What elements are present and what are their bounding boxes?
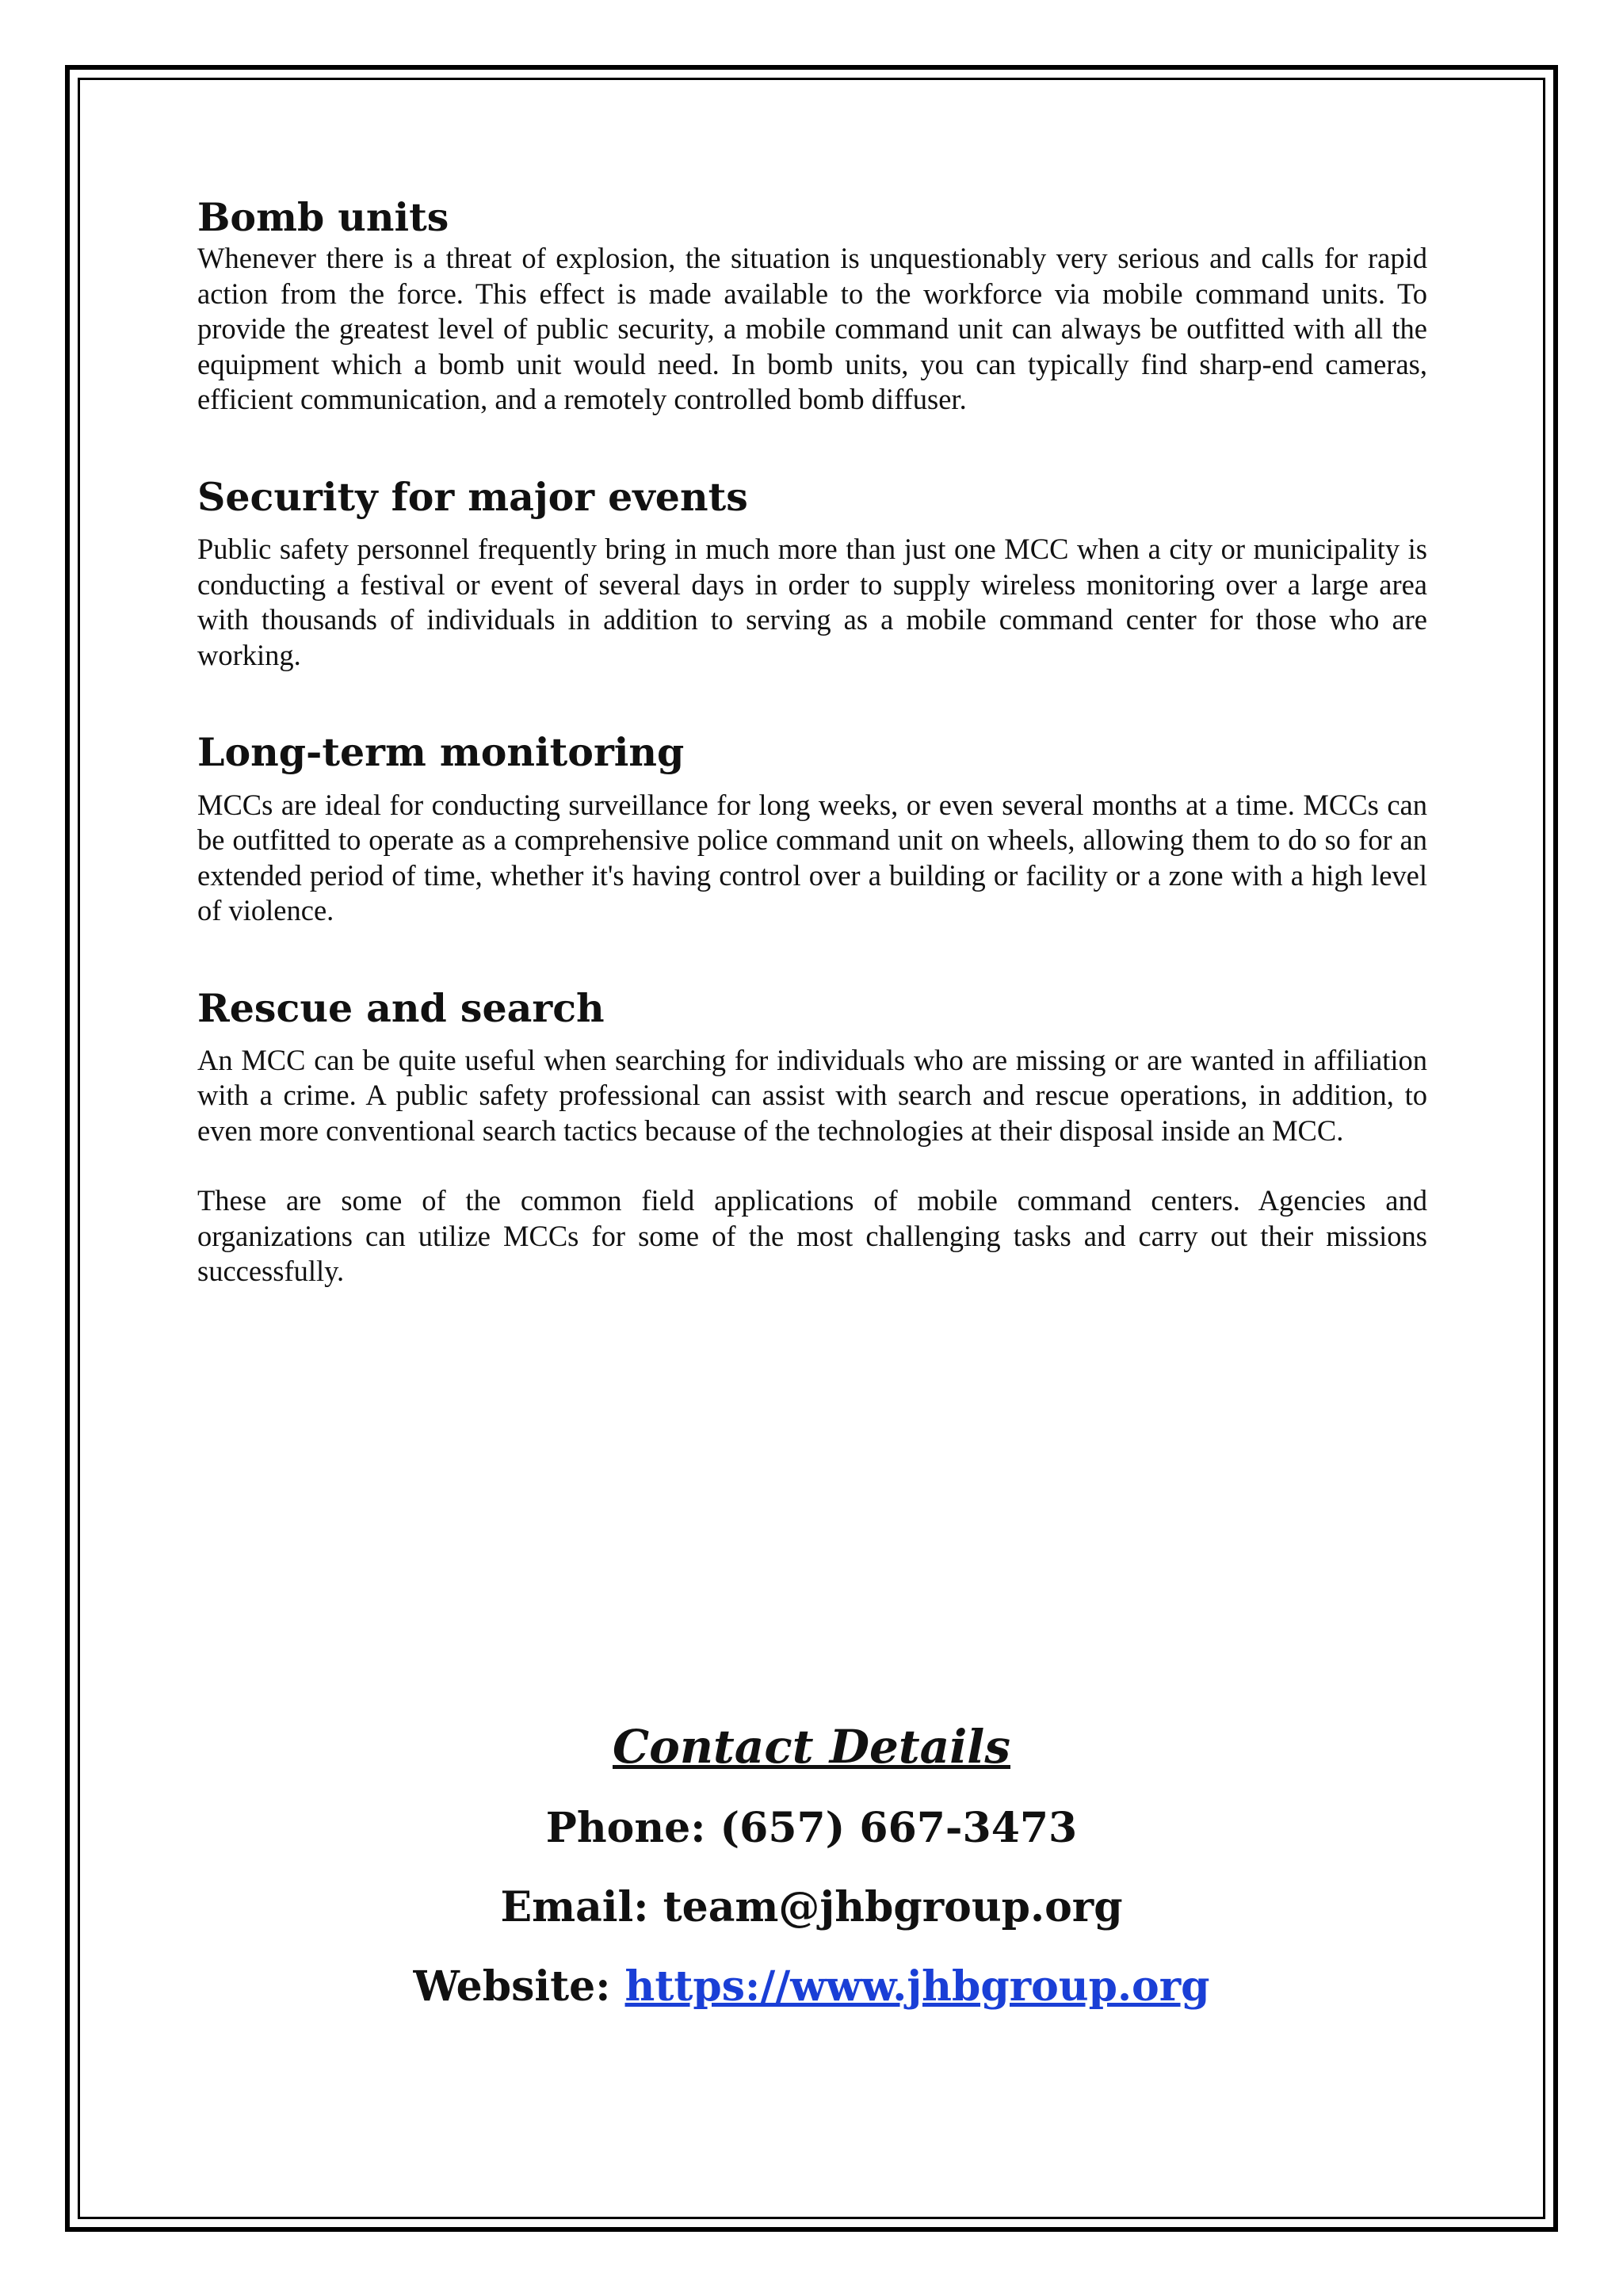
contact-title: Contact Details [613,1720,1010,1774]
section-title: Security for major events [197,473,748,520]
website-label: Website: [413,1962,611,2011]
section-paragraph: An MCC can be quite useful when searching for individuals who are missing or are wanted in affiliation with a crime. A public safety professional can assist with search and rescue operations, in addition, to even more conventional search tactics because of the technologies at their disposal inside an MCC. [197,1043,1427,1147]
phone-number[interactable]: (657) 667-3473 [720,1803,1078,1852]
section-paragraph: Whenever there is a threat of explosion, the situation is unquestionably very serious and calls for rapid action from the force. This effect is made available to the workforce via mobile command units. To provide the greatest level of public security, a mobile command unit can always be outfitted with all the equipment which a bomb unit would need. In bomb units, you can typically find sharp-end cameras, efficient communication, and a remotely controlled bomb diffuser. [197,242,1427,416]
section-title: Bomb units [197,194,449,240]
document-body [197,195,1427,1289]
phone-label: Phone: [545,1803,706,1852]
section-rescue-and-search [197,986,1427,1149]
contact-phone [78,1804,1545,1853]
closing-paragraph: These are some of the common field applications of mobile command centers. Agencies and organizations can utilize MCCs for some of the most challenging tasks and carry out their missions successfully. [197,1184,1427,1288]
contact-email [78,1883,1545,1932]
email-label: Email: [500,1882,649,1931]
contact-website [78,1962,1545,2011]
section-bomb-units [197,195,1427,418]
section-paragraph: Public safety personnel frequently bring in much more than just one MCC when a city or municipality is conducting a festival or event of several days in order to supply wireless monitoring over a large area with thousands of individuals in addition to serving as a mobile command center for those who are working. [197,533,1427,671]
website-link[interactable]: https://www.jhbgroup.org [624,1962,1210,2011]
section-paragraph: MCCs are ideal for conducting surveillance for long weeks, or even several months at a time. MCCs can be outfitted to operate as a comprehensive police command unit on wheels, allowing them to do so for an extended period of time, whether it's having control over a building or facility or a zone with a high level of violence. [197,788,1427,927]
section-title: Rescue and search [197,984,605,1031]
section-security-major-events [197,475,1427,673]
section-title: Long-term monitoring [197,729,685,776]
section-long-term-monitoring [197,730,1427,928]
email-address[interactable]: team@jhbgroup.org [663,1882,1123,1931]
contact-details [78,1720,1545,2012]
